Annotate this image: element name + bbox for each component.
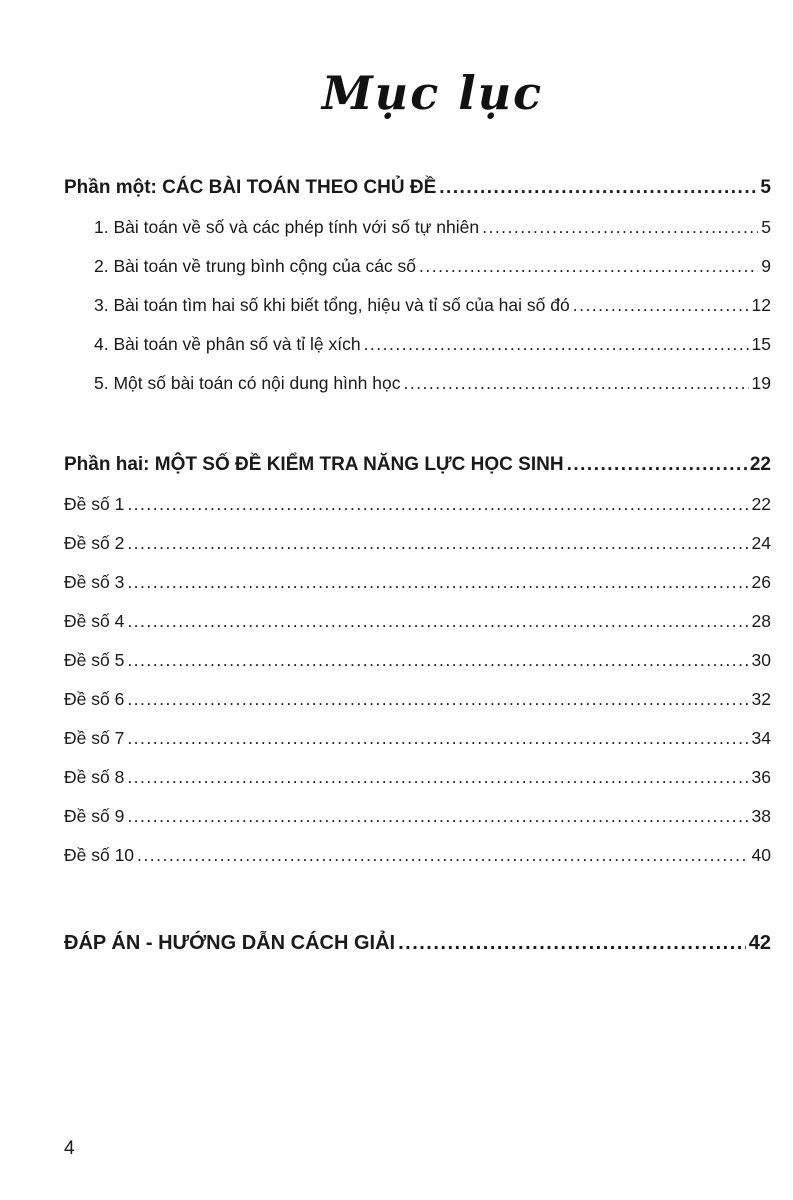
toc-entry-page: 32 <box>751 689 771 709</box>
section-title: CÁC BÀI TOÁN THEO CHỦ ĐỀ <box>162 177 437 198</box>
section-page: 5 <box>760 177 771 198</box>
toc-entry <box>64 364 771 403</box>
toc-entry <box>64 836 771 875</box>
dot-leader <box>567 445 747 485</box>
section-page: 22 <box>749 454 771 475</box>
toc-entry-label: Đề số 6 <box>64 689 125 709</box>
dot-leader <box>398 923 746 963</box>
dot-leader <box>127 719 748 758</box>
toc-entry-page: 15 <box>751 334 771 354</box>
toc-entry <box>64 758 771 797</box>
dot-leader <box>127 758 748 797</box>
toc-entry <box>64 602 771 641</box>
toc-entry-page: 5 <box>761 217 771 237</box>
toc-entry-page: 30 <box>751 650 771 670</box>
dot-leader <box>419 247 758 286</box>
toc-entry-label: 2. Bài toán về trung bình cộng của các số <box>94 256 417 276</box>
answers-heading-row <box>64 923 771 963</box>
section-prefix: Phần hai: <box>64 454 155 475</box>
toc-entry-page: 22 <box>751 494 771 514</box>
toc-entry <box>64 208 771 247</box>
answers-heading: ĐÁP ÁN - HƯỚNG DẪN CÁCH GIẢI <box>64 932 396 954</box>
toc-entry-label: Đề số 7 <box>64 728 125 748</box>
section-heading <box>64 445 564 485</box>
toc-entry-page: 24 <box>751 533 771 553</box>
dot-leader <box>364 325 749 364</box>
toc-entry <box>64 286 771 325</box>
dot-leader <box>127 485 748 524</box>
dot-leader <box>482 208 758 247</box>
section-title: MỘT SỐ ĐỀ KIỂM TRA NĂNG LỰC HỌC SINH <box>154 454 564 475</box>
toc-entry <box>64 563 771 602</box>
toc-entry-label: Đề số 8 <box>64 767 125 787</box>
page-number: 4 <box>64 1138 75 1159</box>
toc-entry-label: 4. Bài toán về phân số và tỉ lệ xích <box>94 334 361 354</box>
answers-page: 42 <box>748 932 771 954</box>
toc-entry-label: 3. Bài toán tìm hai số khi biết tổng, hiệu và tỉ số của hai số đó <box>94 295 570 315</box>
toc-entry-label: Đề số 3 <box>64 572 125 592</box>
toc-entry <box>64 680 771 719</box>
toc-entry-label: Đề số 4 <box>64 611 125 631</box>
toc-entry-page: 9 <box>761 256 771 276</box>
dot-leader <box>403 364 748 403</box>
dot-leader <box>127 680 748 719</box>
toc-entry-label: Đề số 1 <box>64 494 125 514</box>
toc-entry-label: Đề số 2 <box>64 533 125 553</box>
toc-entry <box>64 719 771 758</box>
toc-entry <box>64 325 771 364</box>
toc-entry-label: 1. Bài toán về số và các phép tính với số tự nhiên <box>94 217 480 237</box>
toc-entry <box>64 524 771 563</box>
toc-entry <box>64 797 771 836</box>
page-title: Mục lục <box>321 66 544 120</box>
dot-leader <box>439 168 757 208</box>
toc-entry <box>64 485 771 524</box>
toc-entry-label: Đề số 10 <box>64 845 135 865</box>
dot-leader <box>137 836 748 875</box>
section-heading-row <box>64 168 771 208</box>
toc-entry-page: 12 <box>751 295 771 315</box>
toc-entry <box>64 247 771 286</box>
section-heading <box>64 168 436 208</box>
dot-leader <box>573 286 749 325</box>
section-heading-row <box>64 445 771 485</box>
dot-leader <box>127 797 748 836</box>
dot-leader <box>127 524 748 563</box>
dot-leader <box>127 563 748 602</box>
toc-entry-page: 34 <box>751 728 771 748</box>
toc-entry-page: 26 <box>751 572 771 592</box>
toc-entry-label: Đề số 5 <box>64 650 125 670</box>
toc-entry-page: 40 <box>751 845 771 865</box>
toc-entry-page: 19 <box>751 373 771 393</box>
toc-entry <box>64 641 771 680</box>
toc-entry-label: Đề số 9 <box>64 806 125 826</box>
toc-entry-page: 38 <box>751 806 771 826</box>
dot-leader <box>127 602 748 641</box>
table-of-contents <box>64 168 771 963</box>
dot-leader <box>127 641 748 680</box>
toc-entry-label: 5. Một số bài toán có nội dung hình học <box>94 373 401 393</box>
toc-entry-page: 28 <box>751 611 771 631</box>
toc-entry-page: 36 <box>751 767 771 787</box>
section-prefix: Phần một: <box>64 177 163 198</box>
